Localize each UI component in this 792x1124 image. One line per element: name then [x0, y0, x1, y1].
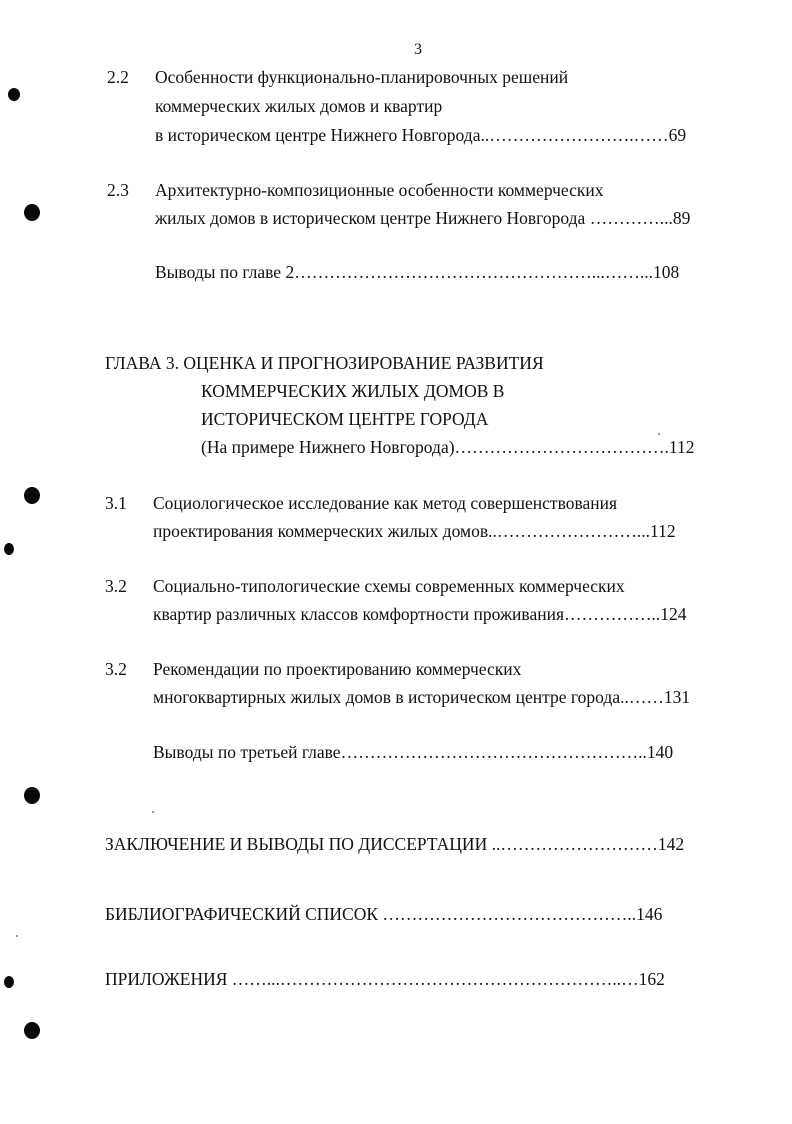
- toc-section-number: 3.2: [105, 659, 127, 679]
- toc-entry-line: Выводы по главе 2……………………………………………...……...108: [155, 262, 680, 282]
- toc-entry-line: Выводы по третьей главе……………………………………………..140: [153, 742, 674, 762]
- chapter-heading: КОММЕРЧЕСКИХ ЖИЛЫХ ДОМОВ В: [201, 381, 505, 401]
- toc-entry-line: (На примере Нижнего Новгорода)……………………………….112: [201, 437, 695, 457]
- binder-hole: [8, 88, 20, 101]
- page-number: 3: [414, 41, 422, 58]
- binder-hole: [24, 204, 40, 221]
- toc-section-number: 3.1: [105, 493, 127, 513]
- toc-entry-title: Социально-типологические схемы современных коммерческих: [153, 576, 625, 596]
- toc-entry-title: Рекомендации по проектированию коммерческих: [153, 659, 522, 679]
- chapter-heading: ГЛАВА 3. ОЦЕНКА И ПРОГНОЗИРОВАНИЕ РАЗВИТИЯ: [105, 353, 544, 373]
- toc-entry-line: многоквартирных жилых домов в историческом центре города..……131: [153, 687, 691, 707]
- toc-entry-title: коммерческих жилых домов и квартир: [155, 96, 443, 116]
- toc-entry-title: Социологическое исследование как метод совершенствования: [153, 493, 618, 513]
- binder-hole: [4, 976, 14, 988]
- toc-entry-line: БИБЛИОГРАФИЧЕСКИЙ СПИСОК ……………………………………..146: [105, 904, 663, 924]
- binder-hole: [24, 487, 40, 504]
- toc-section-number: 3.2: [105, 576, 127, 596]
- scan-speck: [658, 433, 660, 435]
- binder-hole: [24, 787, 40, 804]
- toc-entry-line: жилых домов в историческом центре Нижнего Новгорода …………...89: [155, 208, 691, 228]
- toc-entry-line: ПРИЛОЖЕНИЯ ……...…………………………………………………..…162: [105, 969, 665, 989]
- toc-entry-title: Архитектурно-композиционные особенности коммерческих: [155, 180, 604, 200]
- toc-entry-line: в историческом центре Нижнего Новгорода..…………………….……69: [155, 125, 687, 145]
- binder-hole: [24, 1022, 40, 1039]
- toc-entry-line: квартир различных классов комфортности проживания……………..124: [153, 604, 687, 624]
- toc-entry-title: Особенности функционально-планировочных решений: [155, 67, 569, 87]
- toc-section-number: 2.3: [107, 180, 129, 200]
- scan-speck: [152, 811, 154, 813]
- scan-speck: [16, 935, 18, 937]
- binder-hole: [4, 543, 14, 555]
- toc-section-number: 2.2: [107, 67, 129, 87]
- toc-entry-line: ЗАКЛЮЧЕНИЕ И ВЫВОДЫ ПО ДИССЕРТАЦИИ ..………………………142: [105, 834, 685, 854]
- chapter-heading: ИСТОРИЧЕСКОМ ЦЕНТРЕ ГОРОДА: [201, 409, 489, 429]
- toc-entry-line: проектирования коммерческих жилых домов..……………………...112: [153, 521, 676, 541]
